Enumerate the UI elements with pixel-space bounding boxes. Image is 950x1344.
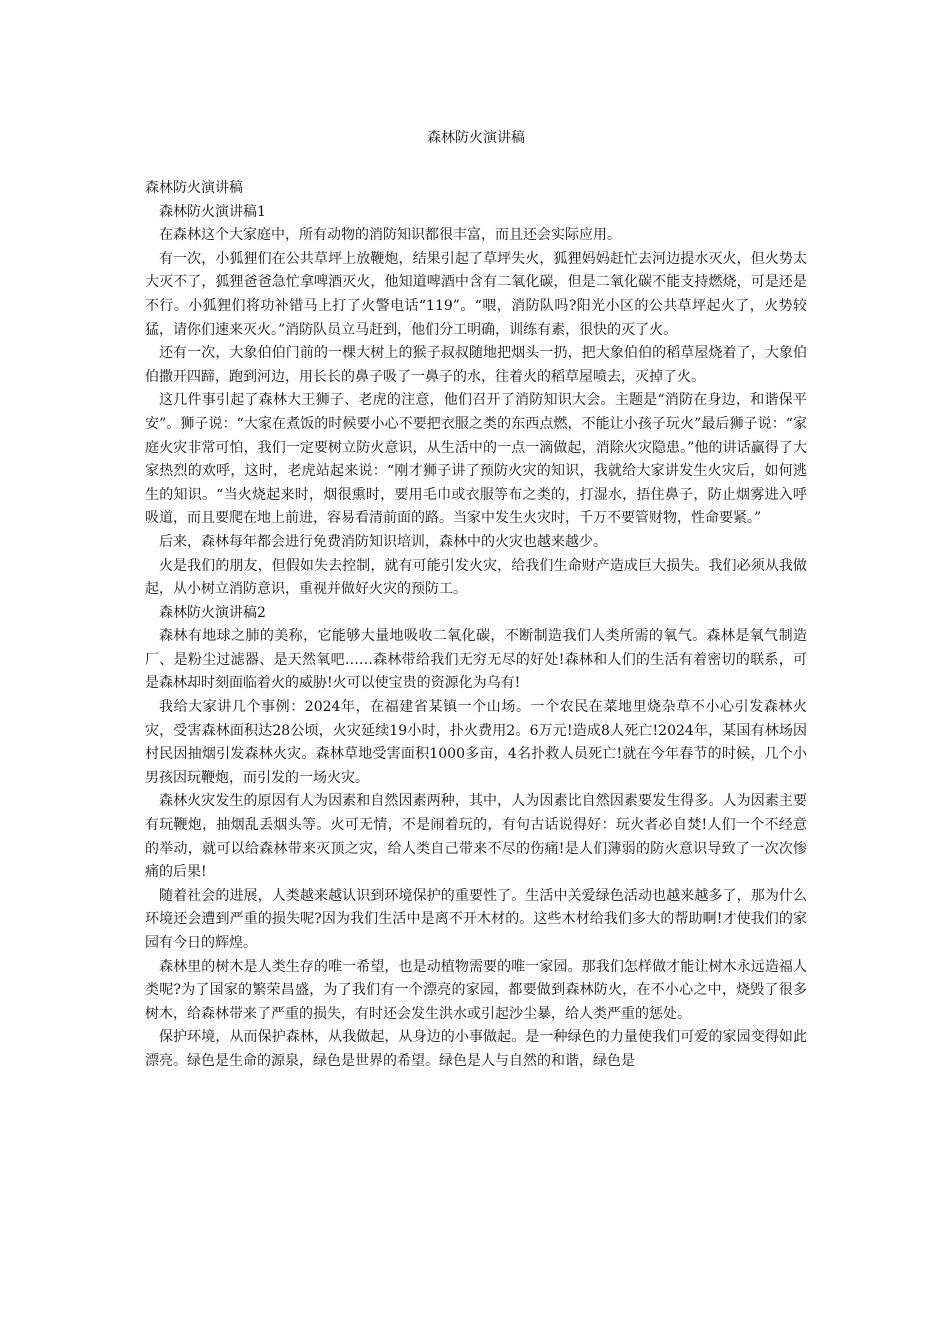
paragraph: 火是我们的朋友，但假如失去控制，就有可能引发火灾，给我们生命财产造成巨大损失。我们必须从我做起，从小树立消防意识，重视并做好火灾的预防工。 <box>145 557 807 598</box>
paragraph: 后来，森林每年都会进行免费消防知识培训，森林中的火灾也越来越少。 <box>159 533 607 550</box>
paragraph: 森林火灾发生的原因有人为因素和自然因素两种，其中，人为因素比自然因素要发生得多。人为因素主要有玩鞭炮，抽烟乱丢烟头等。火可无情，不是闹着玩的，有句古话说得好：玩火者必自焚!人们一个不经意的举动，就可以给森林带来灭顶之灾，给人类自己带来不尽的伤痛!是人们薄弱的防火意识导致了一次次惨痛的后果! <box>145 793 807 881</box>
paragraph: 在森林这个大家庭中，所有动物的消防知识都很丰富，而且还会实际应用。 <box>159 227 621 244</box>
subheading-speech-2: 森林防火演讲稿2 <box>159 604 266 621</box>
paragraph: 随着社会的进展，人类越来越认识到环境保护的重要性了。生活中关爱绿色活动也越来越多了，那为什么环境还会遭到严重的损失呢?因为我们生活中是离不开木材的。这些木材给我们多大的帮助啊!才使我们的家园有今日的辉煌。 <box>145 887 807 951</box>
paragraph: 这几件事引起了森林大王狮子、老虎的注意，他们召开了消防知识大会。主题是“消防在身边，和谐保平安”。狮子说：“大家在煮饭的时候要小心不要把衣服之类的东西点燃，不能让小孩子玩火”最后狮子说：“家庭火灾非常可怕，我们一定要树立防火意识，从生活中的一点一滴做起，消除火灾隐患。”他的讲话赢得了大家热烈的欢呼，这时，老虎站起来说：“刚才狮子讲了预防火灾的知识，我就给大家讲发生火灾后，如何逃生的知识。“当火烧起来时，烟很熏时，要用毛巾或衣服等布之类的，打湿水，捂住鼻子，防止烟雾进入呼吸道，而且要爬在地上前进，容易看清前面的路。当家中发生火灾时，千万不要管财物，性命要紧。” <box>145 392 807 527</box>
paragraph: 还有一次，大象伯伯门前的一棵大树上的猴子叔叔随地把烟头一扔，把大象伯伯的稻草屋烧着了，大象伯伯撒开四蹄，跑到河边，用长长的鼻子吸了一鼻子的水，往着火的稻草屋喷去，灭掉了火。 <box>145 345 807 385</box>
paragraph: 有一次，小狐狸们在公共草坪上放鞭炮，结果引起了草坪失火，狐狸妈妈赶忙去河边提水灭火，但火势太大灭不了，狐狸爸爸急忙拿啤酒灭火，他知道啤酒中含有二氧化碳，但是二氧化碳不能支持燃烧，可是还是不行。小狐狸们将功补错马上打了火警电话“119”。“喂，消防队吗?阳光小区的公共草坪起火了，火势较猛，请你们速来灭火。”消防队员立马赶到，他们分工明确，训练有素，很快的灭了火。 <box>145 250 807 338</box>
document-body <box>145 177 807 1074</box>
paragraph: 我给大家讲几个事例：2024年，在福建省某镇一个山场。一个农民在菜地里烧杂草不小心引发森林火灾，受害森林面积达28公顷，火灾延续19小时，扑火费用2。6万元!造成8人死亡!2024年，某国有林场因村民因抽烟引发森林火灾。森林草地受害面积1000多亩，4名扑救人员死亡!就在今年春节的时候，几个小男孩因玩鞭炮，而引发的一场火灾。 <box>145 699 807 786</box>
document-title: 森林防火演讲稿 <box>427 130 525 146</box>
paragraph: 森林里的树木是人类生存的唯一希望，也是动植物需要的唯一家园。那我们怎样做才能让树木永远造福人类呢?为了国家的繁荣昌盛，为了我们有一个漂亮的家园，都要做到森林防火，在不小心之中，烧毁了很多树木，给森林带来了严重的损失，有时还会发生洪水或引起沙尘暴，给人类严重的惩处。 <box>145 958 807 1022</box>
subheading-speech-1: 森林防火演讲稿1 <box>159 203 266 220</box>
paragraph: 保护环境，从而保护森林，从我做起，从身边的小事做起。是一种绿色的力量使我们可爱的家园变得如此漂亮。绿色是生命的源泉，绿色是世界的希望。绿色是人与自然的和谐，绿色是 <box>145 1029 807 1069</box>
paragraph: 森林有地球之肺的美称，它能够大量地吸收二氧化碳，不断制造我们人类所需的氧气。森林是氧气制造厂、是粉尘过滤器、是天然氧吧……森林带给我们无穷无尽的好处!森林和人们的生活有着密切的联系，可是森林却时刻面临着火的威胁!火可以使宝贵的资源化为乌有! <box>145 628 807 692</box>
section-heading: 森林防火演讲稿 <box>145 180 243 196</box>
